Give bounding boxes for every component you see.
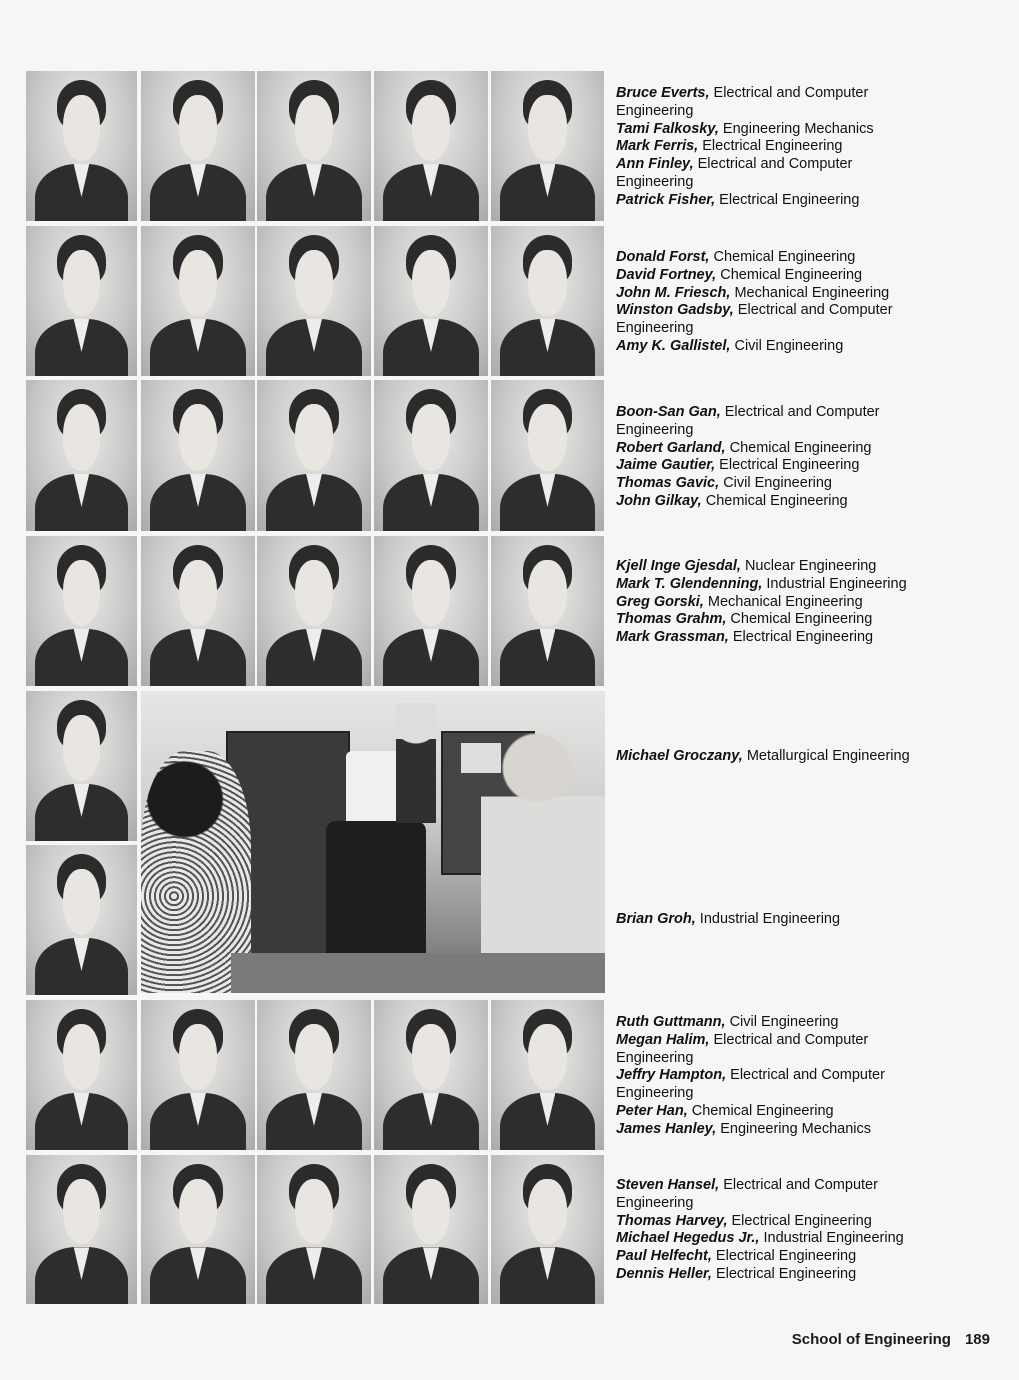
page-footer [760,1331,990,1348]
student-major: Electrical Engineering [719,191,860,208]
student-name: John Gilkay, [616,492,702,509]
portrait-photo [374,380,488,531]
student-name: Peter Han, [616,1102,688,1119]
caption-block [616,404,916,511]
caption-entry [616,440,916,458]
student-name: Jeffry Hampton, [616,1067,727,1084]
student-major: Civil Engineering [723,475,832,492]
portrait-photo [257,71,371,221]
student-name: Amy K. Gallistel, [616,337,731,354]
student-name: Ruth Guttmann, [616,1014,726,1030]
caption-block [616,558,916,647]
caption-entry [616,576,916,594]
portrait-photo [491,536,604,686]
portrait-photo [257,1000,371,1150]
portrait-photo [374,1000,488,1150]
caption-block [616,85,916,210]
caption-entry [616,85,916,121]
student-major: Electrical and Computer Engineering [616,156,853,190]
student-name: Paul Helfecht, [616,1248,712,1265]
portrait-photo [491,71,604,221]
student-major: Chemical Engineering [705,492,848,509]
student-major: Electrical Engineering [732,629,874,646]
caption-entry [616,748,916,766]
portrait-photo [141,380,255,531]
portrait-photo [26,380,137,531]
caption-entry [616,1032,916,1068]
portrait-photo [26,691,137,841]
caption-entry [616,1213,916,1231]
caption-entry [616,156,916,192]
student-major: Electrical Engineering [719,457,860,474]
caption-entry [616,192,916,210]
portrait-photo [141,1155,255,1304]
student-name: Ann Finley, [616,156,694,173]
caption-entry [616,629,916,647]
student-name: Tami Falkosky, [616,120,719,137]
portrait-photo [491,226,604,376]
caption-block [616,1014,916,1139]
student-major: Electrical Engineering [702,138,843,155]
caption-entry [616,121,916,139]
portrait-photo [491,380,604,531]
portrait-photo [374,536,488,686]
portrait-photo [374,1155,488,1304]
student-name: Thomas Grahm, [616,611,727,628]
student-name: Jaime Gautier, [616,457,716,474]
student-name: Mark Ferris, [616,138,699,155]
student-name: Patrick Fisher, [616,191,716,208]
student-major: Metallurgical Engineering [746,748,910,764]
student-name: David Fortney, [616,266,717,283]
caption-entry [616,611,916,629]
caption-entry [616,302,916,338]
student-name: Brian Groh, [616,911,696,927]
caption-entry [616,338,916,356]
caption-entry [616,1014,916,1032]
student-major: Electrical and Computer Engineering [616,85,869,119]
portrait-photo [491,1155,604,1304]
caption-entry [616,249,916,267]
caption-entry [616,1230,916,1248]
student-major: Industrial Engineering [766,575,907,592]
caption-entry [616,1067,916,1103]
student-name: Bruce Everts, [616,85,710,101]
student-name: Mark T. Glendenning, [616,575,763,592]
student-major: Electrical and Computer Engineering [616,1067,885,1102]
student-name: Michael Groczany, [616,748,743,764]
caption-entry [616,475,916,493]
student-major: Electrical and Computer Engineering [616,1177,878,1211]
student-major: Electrical and Computer Engineering [616,404,880,438]
portrait-photo [374,71,488,221]
student-name: Boon-San Gan, [616,404,721,420]
caption-entry [616,1266,916,1284]
caption-entry [616,1248,916,1266]
caption-entry [616,404,916,440]
caption-entry [616,558,916,576]
student-major: Electrical and Computer Engineering [616,302,893,337]
caption-entry [616,457,916,475]
portrait-photo [257,226,371,376]
caption-entry [616,594,916,612]
student-name: Kjell Inge Gjesdal, [616,558,741,574]
caption-entry [616,138,916,156]
portrait-photo [257,380,371,531]
portrait-photo [141,71,255,221]
portrait-photo [26,1155,137,1304]
portrait-photo [491,1000,604,1150]
student-major: Electrical Engineering [715,1248,857,1265]
portrait-photo [141,226,255,376]
student-major: Chemical Engineering [720,266,863,283]
portrait-photo [26,845,137,995]
student-major: Electrical and Computer Engineering [616,1031,869,1066]
caption-block [616,1177,916,1284]
caption-block [616,748,916,766]
student-name: John M. Friesch, [616,284,731,301]
student-major: Chemical Engineering [729,439,872,456]
student-major: Engineering Mechanics [720,1120,871,1137]
portrait-photo [26,1000,137,1150]
caption-entry [616,1177,916,1213]
student-name: Thomas Gavic, [616,475,720,492]
student-major: Electrical Engineering [731,1212,872,1229]
student-name: Megan Halim, [616,1031,710,1048]
student-major: Industrial Engineering [763,1230,904,1247]
section-title: School of Engineering [791,1331,951,1348]
caption-entry [616,911,916,929]
portrait-photo [26,71,137,221]
student-major: Civil Engineering [734,337,844,354]
student-major: Industrial Engineering [699,911,841,927]
student-major: Mechanical Engineering [734,284,890,301]
portrait-photo [257,1155,371,1304]
student-name: Mark Grassman, [616,629,729,646]
caption-block [616,911,916,929]
portrait-photo [374,226,488,376]
page-number: 189 [964,1331,990,1348]
portrait-photo [26,226,137,376]
caption-entry [616,1103,916,1121]
student-major: Mechanical Engineering [707,593,863,610]
portrait-photo [141,1000,255,1150]
student-major: Chemical Engineering [691,1102,834,1119]
student-name: Winston Gadsby, [616,302,734,319]
student-name: Thomas Harvey, [616,1212,728,1229]
student-name: Michael Hegedus Jr., [616,1230,760,1247]
student-major: Civil Engineering [729,1014,839,1030]
caption-entry [616,267,916,285]
student-name: Robert Garland, [616,439,726,456]
caption-entry [616,285,916,303]
student-major: Electrical Engineering [715,1265,857,1282]
portrait-photo [141,536,255,686]
portrait-photo [257,536,371,686]
student-major: Engineering Mechanics [722,120,874,137]
portrait-photo [26,536,137,686]
student-major: Chemical Engineering [713,249,856,265]
student-name: Dennis Heller, [616,1265,712,1282]
student-major: Nuclear Engineering [744,558,877,574]
student-name: Greg Gorski, [616,593,704,610]
student-name: James Hanley, [616,1120,717,1137]
student-name: Steven Hansel, [616,1177,720,1193]
caption-block [616,249,916,356]
student-major: Chemical Engineering [730,611,873,628]
student-name: Donald Forst, [616,249,710,265]
caption-entry [616,1121,916,1139]
caption-entry [616,493,916,511]
lab-group-photo [141,691,605,993]
